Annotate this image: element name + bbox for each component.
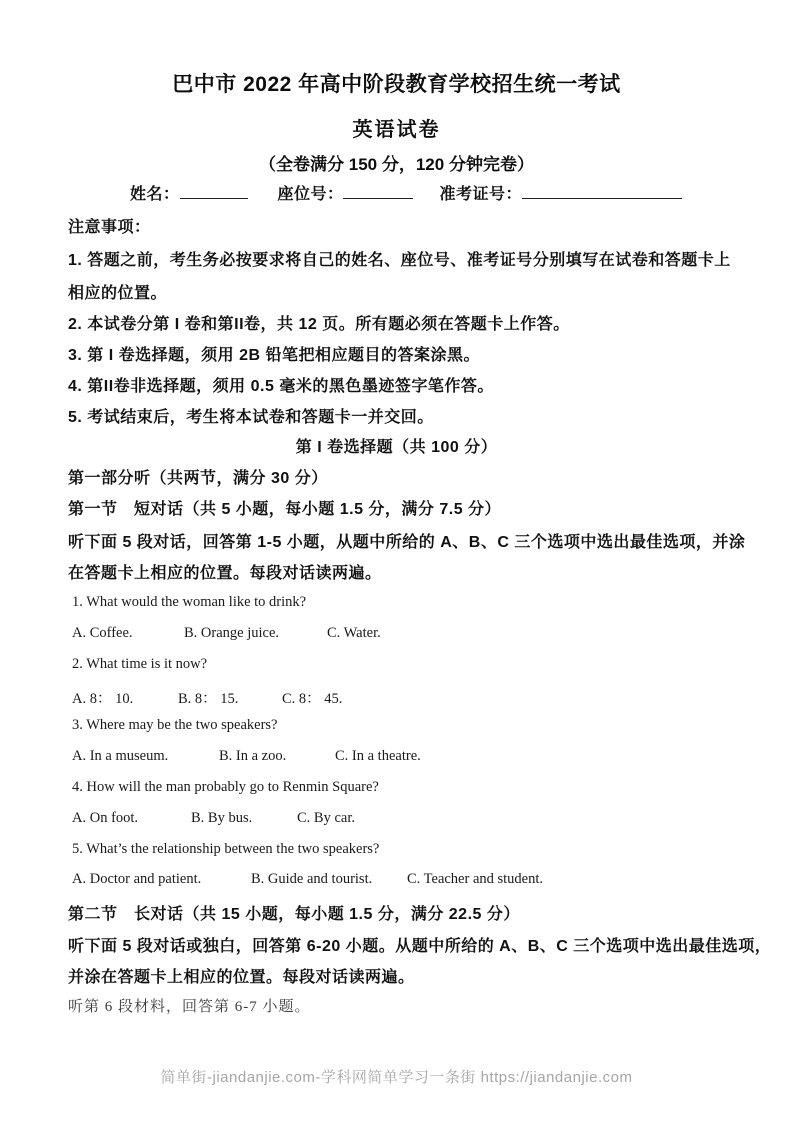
- notice-item-5: 5. 考试结束后，考生将本试卷和答题卡一并交回。: [68, 409, 434, 426]
- seat-blank: [343, 184, 413, 199]
- section2-heading: 第二节 长对话（共 15 小题，每小题 1.5 分，满分 22.5 分）: [68, 906, 520, 923]
- question-2-options: [72, 687, 342, 708]
- notice-item-1-line-1: 1. 答题之前，考生务必按要求将自己的姓名、座位号、准考证号分别填写在试卷和答题卡上: [68, 252, 731, 269]
- question-3-option-b: B. In a zoo.: [219, 748, 287, 764]
- question-3-text: 3. Where may be the two speakers?: [72, 717, 278, 733]
- question-4-option-a: A. On foot.: [72, 810, 139, 826]
- section1-instructions-line-1: 听下面 5 段对话，回答第 1-5 小题，从题中所给的 A、B、C 三个选项中选出最佳选项，并涂: [68, 534, 746, 551]
- question-4-option-c: C. By car.: [297, 810, 355, 826]
- ticket-label: 准考证号：: [439, 186, 522, 203]
- question-3-options: [72, 748, 421, 765]
- notice-item-3: 3. 第 I 卷选择题，须用 2B 铅笔把相应题目的答案涂黑。: [68, 347, 480, 364]
- paper1-heading: 第 I 卷选择题（共 100 分）: [295, 439, 498, 456]
- question-2-option-c: C. 8： 45.: [282, 691, 343, 707]
- ticket-blank: [522, 184, 682, 199]
- question-5-option-b: B. Guide and tourist.: [251, 871, 373, 887]
- question-3-option-a: A. In a museum.: [72, 748, 169, 764]
- question-2-text: 2. What time is it now?: [72, 656, 208, 672]
- question-5-option-c: C. Teacher and student.: [407, 871, 544, 887]
- question-1-option-b: B. Orange juice.: [184, 625, 280, 641]
- question-5-text: 5. What’s the relationship between the two speakers?: [72, 841, 380, 857]
- question-4-option-b: B. By bus.: [191, 810, 253, 826]
- notice-item-4: 4. 第II卷非选择题，须用 0.5 毫米的黑色墨迹签字笔作答。: [68, 378, 494, 395]
- question-1-option-c: C. Water.: [327, 625, 381, 641]
- notice-heading: 注意事项：: [68, 219, 151, 236]
- question-5-options: [72, 871, 543, 888]
- question-1-text: 1. What would the woman like to drink?: [72, 594, 307, 610]
- watermark-footer: 简单街-jiandanjie.com-学科网简单学习一条街 https://jiandanjie.com: [160, 1069, 633, 1086]
- notice-item-1-line-2: 相应的位置。: [68, 285, 168, 302]
- section2-instructions-line-2: 并涂在答题卡上相应的位置。每段对话读两遍。: [68, 969, 415, 986]
- exam-title: 巴中市 2022 年高中阶段教育学校招生统一考试: [172, 73, 621, 96]
- question-4-options: [72, 810, 355, 827]
- question-3-option-c: C. In a theatre.: [335, 748, 421, 764]
- section1-heading: 第一节 短对话（共 5 小题，每小题 1.5 分，满分 7.5 分）: [68, 501, 502, 518]
- name-blank: [180, 184, 248, 199]
- section2-instructions-line-1: 听下面 5 段对话或独白，回答第 6-20 小题。从题中所给的 A、B、C 三个选项中选出最佳选项，: [68, 938, 772, 955]
- name-label: 姓名：: [130, 186, 180, 203]
- question-1-options: [72, 625, 381, 642]
- seat-label: 座位号：: [277, 186, 344, 203]
- question-1-option-a: A. Coffee.: [72, 625, 133, 641]
- student-info-row: [130, 181, 682, 204]
- material-6-note: 听第 6 段材料，回答第 6-7 小题。: [68, 999, 311, 1015]
- question-2-option-a: A. 8： 10.: [72, 691, 134, 707]
- paper-name: 英语试卷: [352, 119, 441, 141]
- question-5-option-a: A. Doctor and patient.: [72, 871, 202, 887]
- question-2-option-b: B. 8： 15.: [178, 691, 239, 707]
- score-note: （全卷满分 150 分，120 分钟完卷）: [259, 155, 534, 174]
- notice-item-2: 2. 本试卷分第 I 卷和第II卷，共 12 页。所有题必须在答题卡上作答。: [68, 316, 570, 333]
- part1-heading: 第一部分听（共两节，满分 30 分）: [68, 470, 328, 487]
- question-4-text: 4. How will the man probably go to Renmin Square?: [72, 779, 379, 795]
- section1-instructions-line-2: 在答题卡上相应的位置。每段对话读两遍。: [68, 565, 382, 582]
